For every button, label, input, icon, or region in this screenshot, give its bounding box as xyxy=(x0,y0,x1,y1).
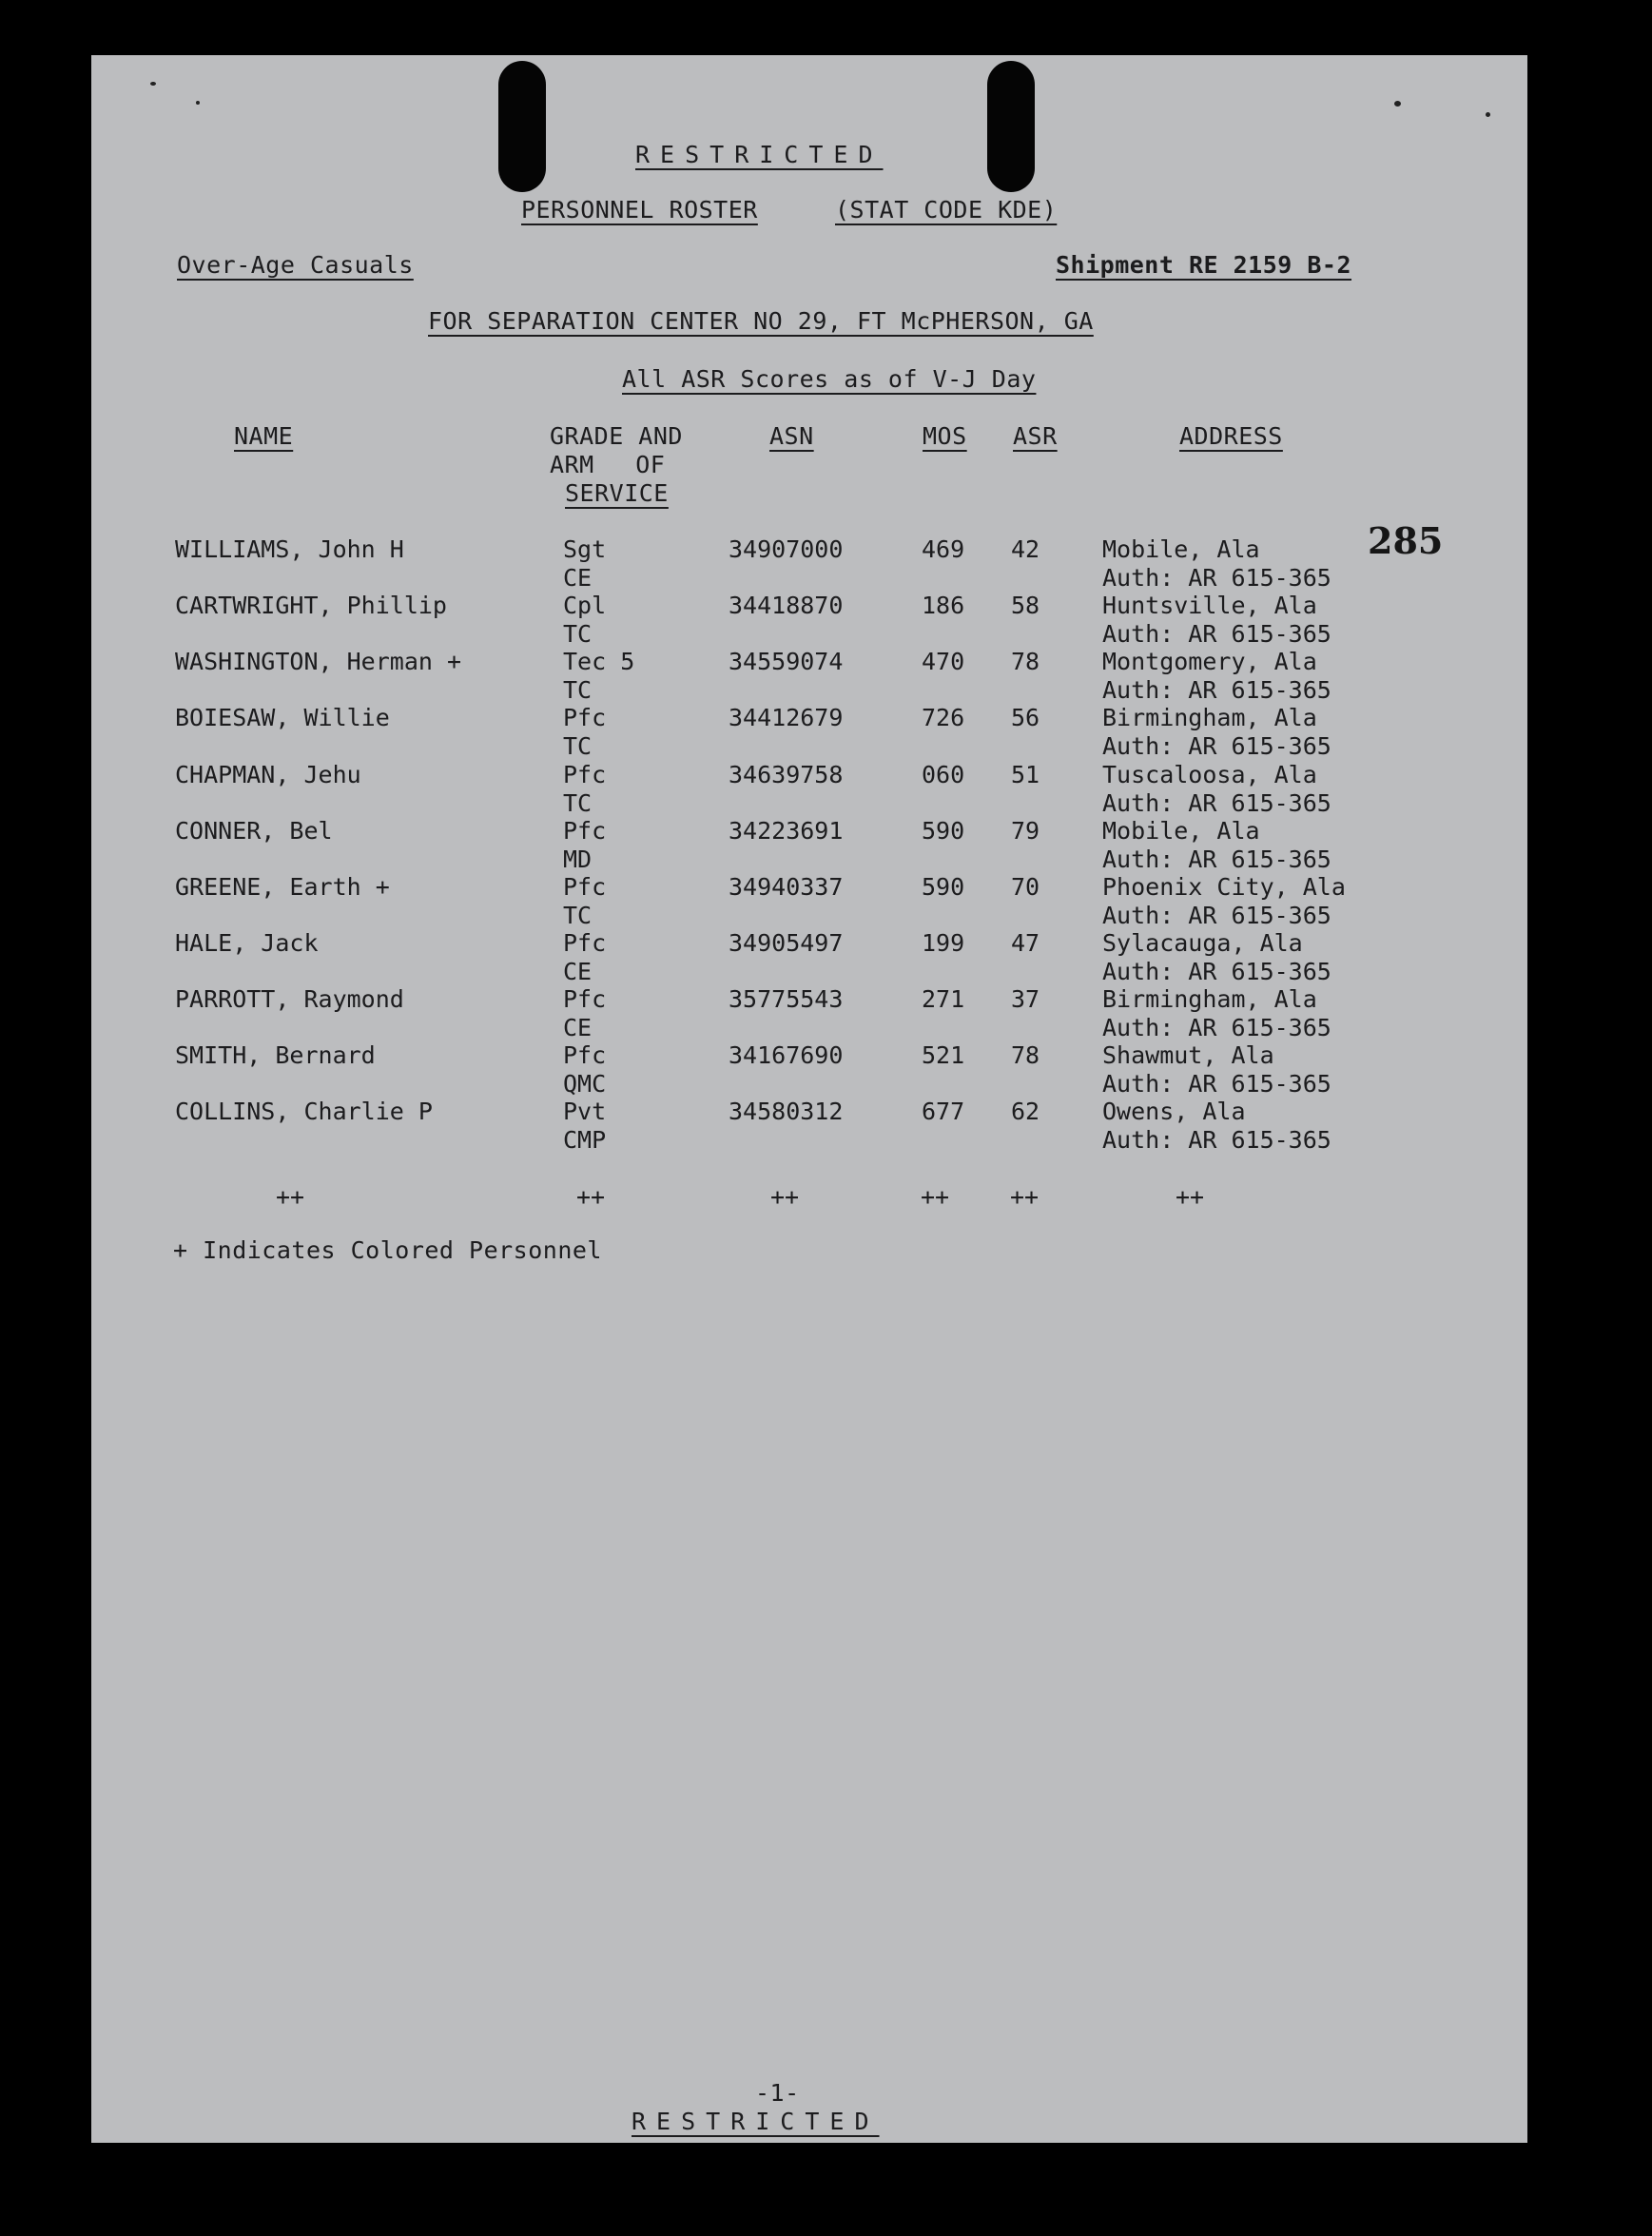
cell-asn: 34223691 xyxy=(729,817,844,845)
cell-name: SMITH, Bernard xyxy=(175,1041,376,1069)
column-header-grade-line3: SERVICE xyxy=(565,479,669,507)
cell-mos: 677 xyxy=(922,1098,965,1125)
cell-grade: Pfc xyxy=(563,817,607,845)
cell-name: CARTWRIGHT, Phillip xyxy=(175,592,447,619)
roster-title: PERSONNEL ROSTER xyxy=(521,196,758,224)
column-header-name: NAME xyxy=(234,422,294,450)
cell-asn: 34940337 xyxy=(729,873,844,901)
cell-name: PARROTT, Raymond xyxy=(175,985,404,1013)
page-stamp: 285 xyxy=(1368,519,1444,562)
table-row xyxy=(91,648,1527,705)
end-mark: ++ xyxy=(1010,1183,1040,1211)
cell-address: Montgomery, Ala xyxy=(1102,648,1317,675)
cell-asr: 70 xyxy=(1011,873,1040,901)
cell-address: Birmingham, Ala xyxy=(1102,704,1317,731)
column-header-grade-line2: ARM OF xyxy=(550,451,666,478)
cell-address: Mobile, Ala xyxy=(1102,817,1260,845)
stat-code: (STAT CODE KDE) xyxy=(835,196,1058,224)
cell-arm: TC xyxy=(563,620,593,648)
cell-grade: Cpl xyxy=(563,592,607,619)
column-header-asr: ASR xyxy=(1013,422,1058,450)
footnote: + Indicates Colored Personnel xyxy=(173,1236,602,1264)
cell-asr: 78 xyxy=(1011,1041,1040,1069)
cell-asr: 37 xyxy=(1011,985,1040,1013)
table-row xyxy=(91,985,1527,1042)
cell-asn: 35775543 xyxy=(729,985,844,1013)
cell-name: HALE, Jack xyxy=(175,929,319,957)
binder-hole-left xyxy=(498,61,546,192)
table-row xyxy=(91,704,1527,761)
shipment-number: Shipment RE 2159 B-2 xyxy=(1056,251,1352,279)
cell-arm: TC xyxy=(563,676,593,704)
cell-asn: 34412679 xyxy=(729,704,844,731)
cell-auth: Auth: AR 615-365 xyxy=(1102,789,1331,817)
destination: FOR SEPARATION CENTER NO 29, FT McPHERSON, GA xyxy=(428,307,1094,335)
cell-arm: CE xyxy=(563,564,593,592)
cell-asn: 34580312 xyxy=(729,1098,844,1125)
table-row xyxy=(91,1098,1527,1155)
end-mark: ++ xyxy=(921,1183,950,1211)
cell-grade: Pfc xyxy=(563,704,607,731)
table-row xyxy=(91,535,1527,593)
cell-mos: 521 xyxy=(922,1041,965,1069)
cell-asn: 34905497 xyxy=(729,929,844,957)
cell-arm: TC xyxy=(563,789,593,817)
cell-arm: TC xyxy=(563,902,593,929)
table-row xyxy=(91,1041,1527,1099)
table-row xyxy=(91,592,1527,649)
cell-auth: Auth: AR 615-365 xyxy=(1102,1126,1331,1154)
end-mark: ++ xyxy=(770,1183,800,1211)
cell-asr: 78 xyxy=(1011,648,1040,675)
table-row xyxy=(91,817,1527,874)
cell-auth: Auth: AR 615-365 xyxy=(1102,902,1331,929)
cell-address: Tuscaloosa, Ala xyxy=(1102,761,1317,788)
cell-asr: 62 xyxy=(1011,1098,1040,1125)
cell-auth: Auth: AR 615-365 xyxy=(1102,732,1331,760)
cell-asr: 56 xyxy=(1011,704,1040,731)
paper-speck xyxy=(1486,112,1490,117)
cell-name: WILLIAMS, John H xyxy=(175,535,404,563)
cell-name: GREENE, Earth + xyxy=(175,873,390,901)
classification-header: RESTRICTED xyxy=(635,141,884,168)
cell-arm: QMC xyxy=(563,1070,607,1098)
paper-speck xyxy=(196,101,200,105)
column-header-asn: ASN xyxy=(769,422,814,450)
cell-arm: CMP xyxy=(563,1126,607,1154)
cell-mos: 590 xyxy=(922,817,965,845)
cell-auth: Auth: AR 615-365 xyxy=(1102,620,1331,648)
cell-grade: Pfc xyxy=(563,985,607,1013)
column-header-address: ADDRESS xyxy=(1179,422,1283,450)
cell-address: Sylacauga, Ala xyxy=(1102,929,1303,957)
cell-mos: 590 xyxy=(922,873,965,901)
cell-name: CHAPMAN, Jehu xyxy=(175,761,361,788)
cell-arm: TC xyxy=(563,732,593,760)
cell-asr: 42 xyxy=(1011,535,1040,563)
cell-name: COLLINS, Charlie P xyxy=(175,1098,433,1125)
cell-asn: 34559074 xyxy=(729,648,844,675)
asr-note: All ASR Scores as of V-J Day xyxy=(622,365,1037,393)
document-page xyxy=(91,55,1527,2143)
cell-grade: Pfc xyxy=(563,929,607,957)
cell-mos: 469 xyxy=(922,535,965,563)
paper-speck xyxy=(150,82,156,86)
cell-grade: Pvt xyxy=(563,1098,607,1125)
cell-asr: 58 xyxy=(1011,592,1040,619)
cell-asr: 51 xyxy=(1011,761,1040,788)
cell-auth: Auth: AR 615-365 xyxy=(1102,958,1331,985)
cell-grade: Tec 5 xyxy=(563,648,635,675)
cell-grade: Sgt xyxy=(563,535,607,563)
cell-asn: 34167690 xyxy=(729,1041,844,1069)
cell-arm: MD xyxy=(563,846,593,873)
column-header-grade-line1: GRADE AND xyxy=(550,422,683,450)
cell-auth: Auth: AR 615-365 xyxy=(1102,564,1331,592)
cell-grade: Pfc xyxy=(563,1041,607,1069)
cell-mos: 470 xyxy=(922,648,965,675)
table-row xyxy=(91,761,1527,818)
binder-hole-right xyxy=(987,61,1035,192)
end-mark: ++ xyxy=(1176,1183,1205,1211)
cell-mos: 271 xyxy=(922,985,965,1013)
cell-asr: 79 xyxy=(1011,817,1040,845)
table-row xyxy=(91,929,1527,986)
cell-arm: CE xyxy=(563,958,593,985)
cell-mos: 199 xyxy=(922,929,965,957)
cell-auth: Auth: AR 615-365 xyxy=(1102,1014,1331,1041)
cell-name: WASHINGTON, Herman + xyxy=(175,648,462,675)
cell-auth: Auth: AR 615-365 xyxy=(1102,1070,1331,1098)
cell-name: BOIESAW, Willie xyxy=(175,704,390,731)
cell-mos: 186 xyxy=(922,592,965,619)
cell-asn: 34418870 xyxy=(729,592,844,619)
page-number: -1- xyxy=(755,2079,800,2107)
table-row xyxy=(91,873,1527,930)
end-mark: ++ xyxy=(276,1183,305,1211)
classification-footer: RESTRICTED xyxy=(632,2108,880,2135)
paper-speck xyxy=(1394,101,1401,107)
cell-arm: CE xyxy=(563,1014,593,1041)
cell-grade: Pfc xyxy=(563,873,607,901)
column-header-mos: MOS xyxy=(923,422,967,450)
cell-address: Huntsville, Ala xyxy=(1102,592,1317,619)
cell-auth: Auth: AR 615-365 xyxy=(1102,676,1331,704)
cell-asn: 34639758 xyxy=(729,761,844,788)
cell-asn: 34907000 xyxy=(729,535,844,563)
cell-grade: Pfc xyxy=(563,761,607,788)
cell-mos: 726 xyxy=(922,704,965,731)
cell-address: Mobile, Ala xyxy=(1102,535,1260,563)
cell-mos: 060 xyxy=(922,761,965,788)
end-mark: ++ xyxy=(576,1183,606,1211)
cell-address: Shawmut, Ala xyxy=(1102,1041,1274,1069)
cell-name: CONNER, Bel xyxy=(175,817,333,845)
cell-address: Birmingham, Ala xyxy=(1102,985,1317,1013)
cell-address: Owens, Ala xyxy=(1102,1098,1246,1125)
cell-address: Phoenix City, Ala xyxy=(1102,873,1346,901)
group-label: Over-Age Casuals xyxy=(177,251,414,279)
cell-auth: Auth: AR 615-365 xyxy=(1102,846,1331,873)
cell-asr: 47 xyxy=(1011,929,1040,957)
